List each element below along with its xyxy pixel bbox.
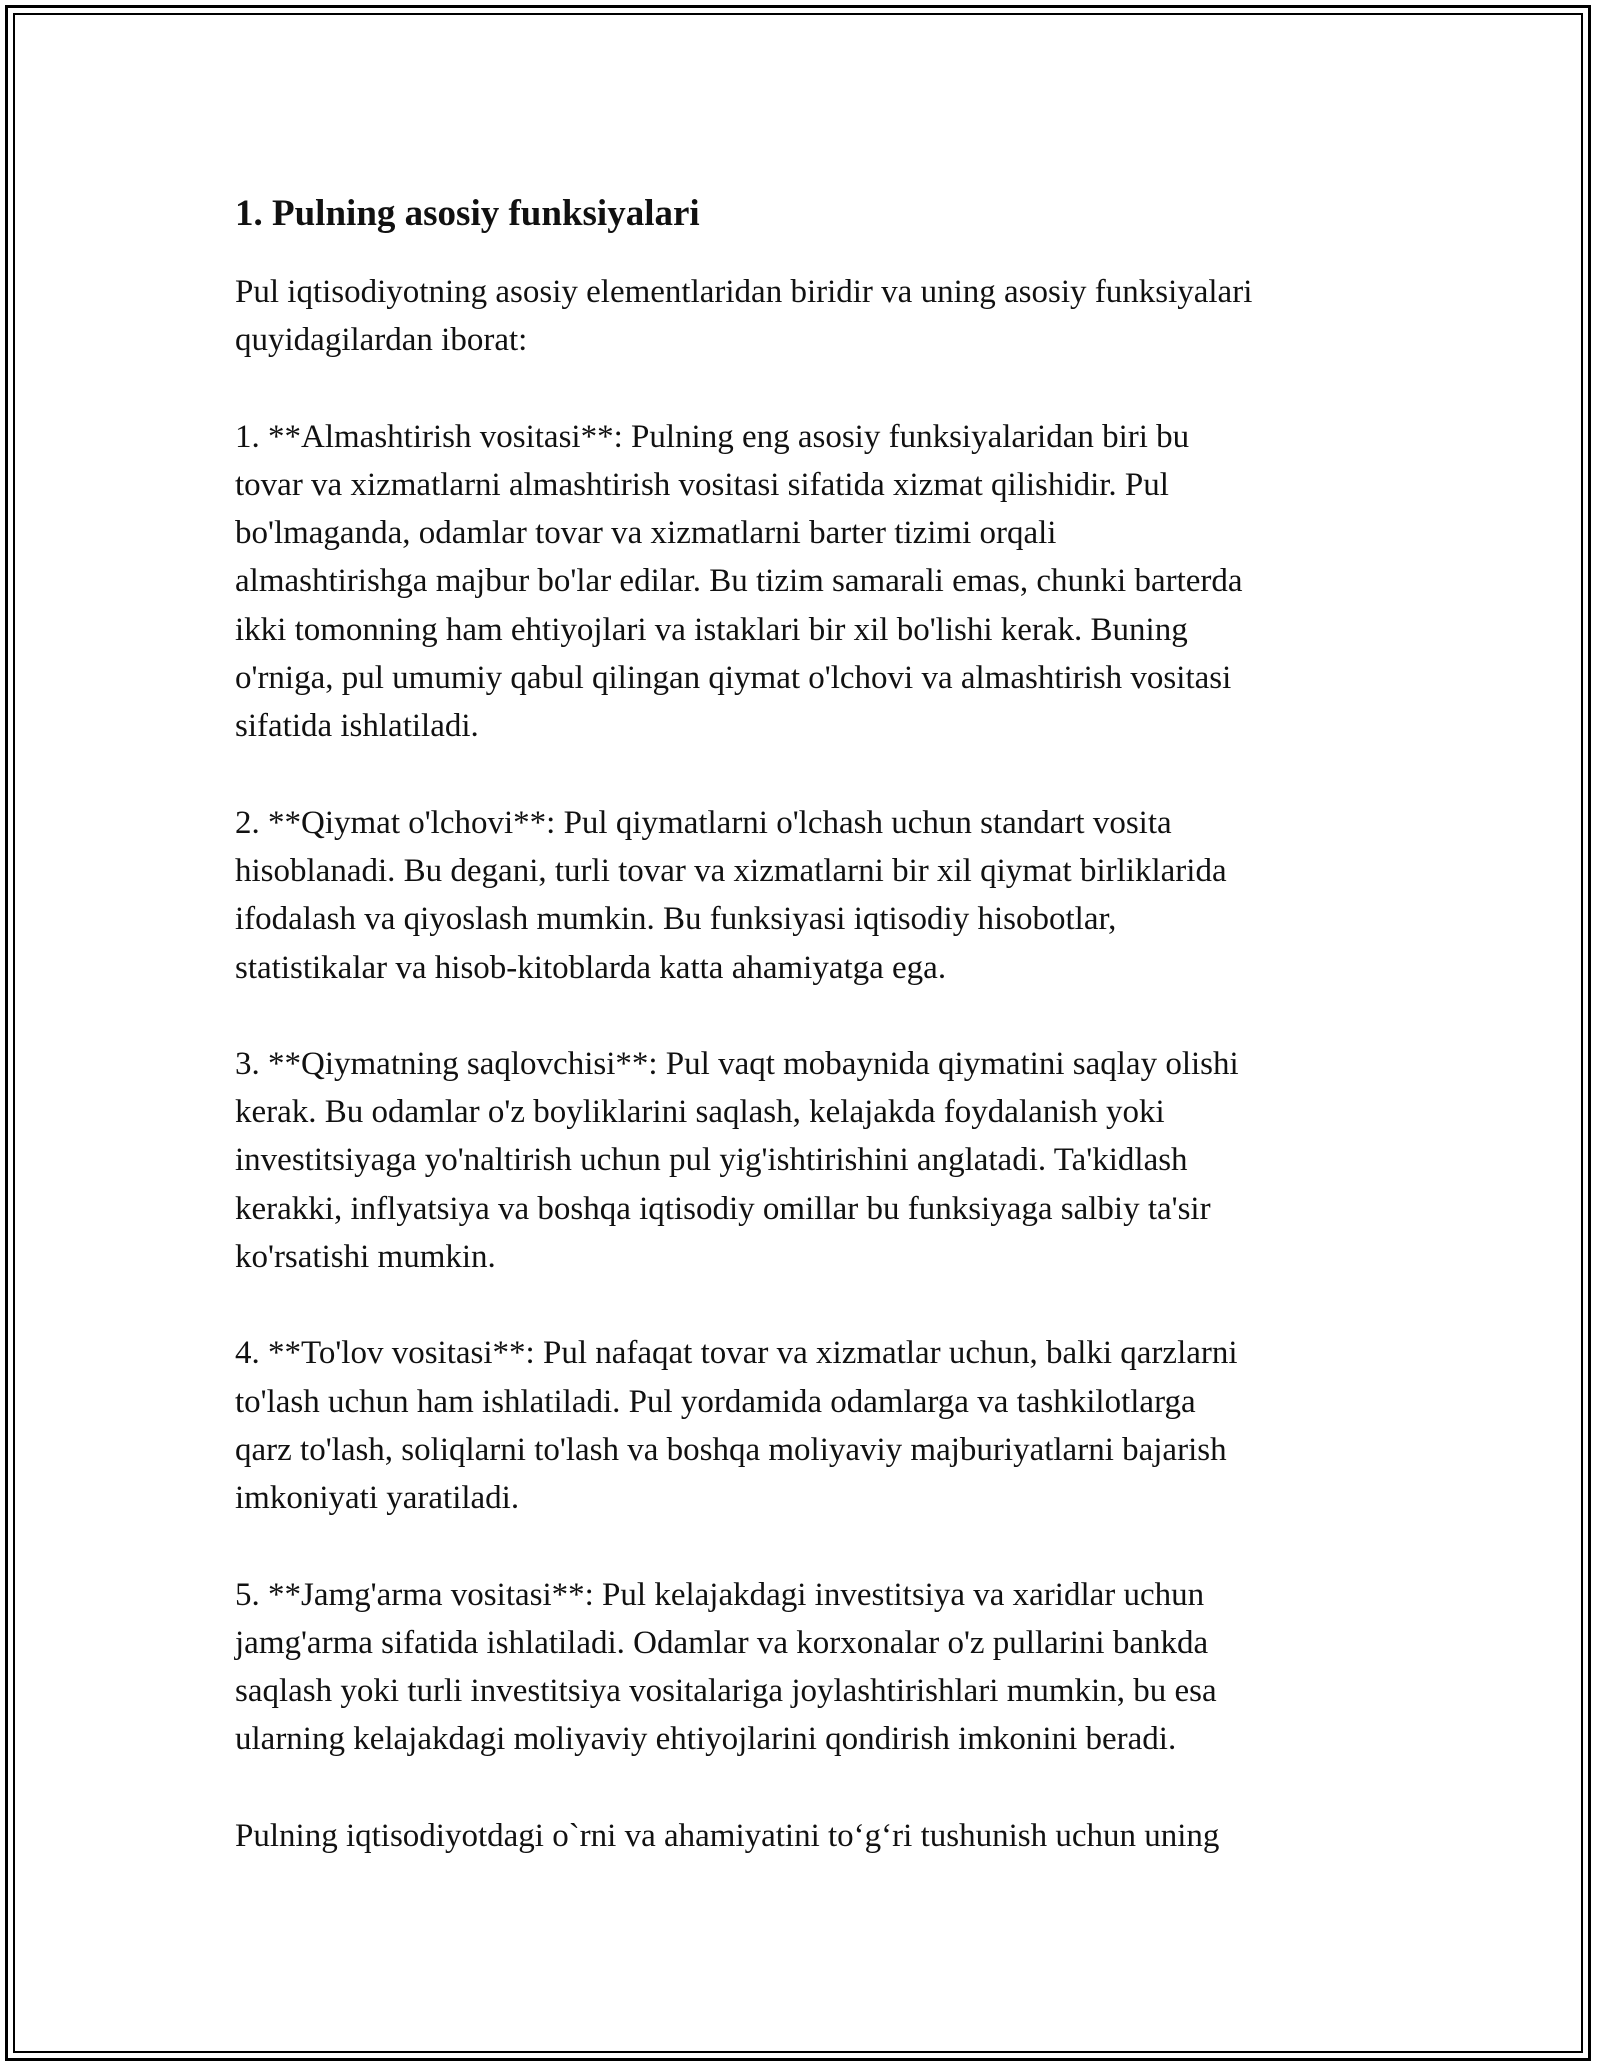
text-line: quyidagilardan iborat:	[235, 322, 528, 359]
text-line: to'lash uchun ham ishlatiladi. Pul yordamida odamlarga va tashkilotlarga	[235, 1383, 1196, 1420]
function-paragraph-measure	[235, 799, 1375, 992]
text-line: ularning kelajakdagi moliyaviy ehtiyojlarini qondirish imkonini beradi.	[235, 1721, 1177, 1758]
text-line: 3. **Qiymatning saqlovchisi**: Pul vaqt mobaynida qiymatini saqlay olishi	[235, 1045, 1239, 1082]
text-line: ifodalash va qiyoslash mumkin. Bu funksiyasi iqtisodiy hisobotlar,	[235, 901, 1117, 938]
function-paragraph-exchange	[235, 413, 1375, 751]
function-paragraph-store	[235, 1040, 1375, 1281]
text-line: 4. **To'lov vositasi**: Pul nafaqat tovar va xizmatlar uchun, balki qarzlarni	[235, 1335, 1238, 1372]
closing-paragraph	[235, 1812, 1375, 1860]
text-line: tovar va xizmatlarni almashtirish vositasi sifatida xizmat qilishidir. Pul	[235, 466, 1169, 503]
text-line: imkoniyati yaratiladi.	[235, 1480, 520, 1517]
text-line: sifatida ishlatiladi.	[235, 708, 479, 745]
text-line: Pulning iqtisodiyotdagi o`rni va ahamiyatini to‘g‘ri tushunish uchun uning	[235, 1817, 1220, 1854]
text-line: 5. **Jamg'arma vositasi**: Pul kelajakdagi investitsiya va xaridlar uchun	[235, 1576, 1205, 1613]
text-line: jamg'arma sifatida ishlatiladi. Odamlar va korxonalar o'z pullarini bankda	[235, 1624, 1209, 1661]
text-line: kerakki, inflyatsiya va boshqa iqtisodiy omillar bu funksiyaga salbiy ta'sir	[235, 1190, 1211, 1227]
text-line: investitsiyaga yo'naltirish uchun pul yig'ishtirishini anglatadi. Ta'kidlash	[235, 1142, 1188, 1179]
intro-paragraph	[235, 268, 1375, 365]
text-line: saqlash yoki turli investitsiya vositalariga joylashtirishlari mumkin, bu esa	[235, 1673, 1217, 1710]
text-line: 2. **Qiymat o'lchovi**: Pul qiymatlarni o'lchash uchun standart vosita	[235, 804, 1172, 841]
text-line: Pul iqtisodiyotning asosiy elementlaridan biridir va uning asosiy funksiyalari	[235, 274, 1253, 310]
text-line: kerak. Bu odamlar o'z boyliklarini saqlash, kelajakda foydalanish yoki	[235, 1094, 1165, 1131]
text-line: ko'rsatishi mumkin.	[235, 1239, 496, 1276]
text-line: qarz to'lash, soliqlarni to'lash va boshqa moliyaviy majburiyatlarni bajarish	[235, 1431, 1227, 1468]
text-line: 1. **Almashtirish vositasi**: Pulning eng asosiy funksiyalaridan biri bu	[235, 418, 1190, 455]
page-content	[235, 190, 1375, 1908]
function-paragraph-savings	[235, 1571, 1375, 1764]
section-heading: 1. Pulning asosiy funksiyalari	[235, 193, 700, 234]
text-line: o'rniga, pul umumiy qabul qilingan qiymat o'lchovi va almashtirish vositasi	[235, 660, 1232, 697]
text-line: almashtirishga majbur bo'lar edilar. Bu tizim samarali emas, chunki barterda	[235, 563, 1243, 600]
text-line: ikki tomonning ham ehtiyojlari va istaklari bir xil bo'lishi kerak. Buning	[235, 611, 1188, 648]
function-paragraph-payment	[235, 1329, 1375, 1522]
text-line: statistikalar va hisob-kitoblarda katta ahamiyatga ega.	[235, 949, 947, 986]
text-line: bo'lmaganda, odamlar tovar va xizmatlarni barter tizimi orqali	[235, 515, 1057, 552]
text-line: hisoblanadi. Bu degani, turli tovar va xizmatlarni bir xil qiymat birliklarida	[235, 852, 1227, 889]
